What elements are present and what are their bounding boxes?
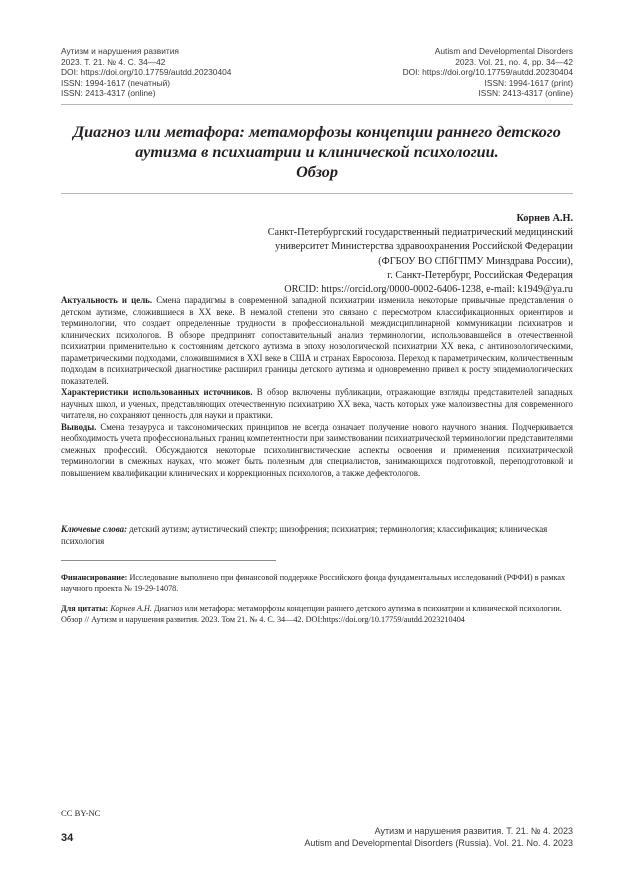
citation-label: Для цитаты: xyxy=(61,604,109,613)
keywords-label: Ключевые слова: xyxy=(61,524,128,534)
relevance-label: Актуальность и цель. xyxy=(61,295,153,305)
license-label: CC BY-NC xyxy=(61,808,101,818)
doi-en: DOI: https://doi.org/10.17759/autdd.20230404 xyxy=(402,67,573,78)
abstract-conclusions xyxy=(61,422,573,480)
title-line-3: Обзор xyxy=(296,163,338,181)
affiliation-line: Санкт-Петербургский государственный педиатрический медицинский xyxy=(267,227,573,239)
affiliation-line: г. Санкт-Петербург, Российская Федерация xyxy=(387,269,573,281)
funding-note xyxy=(61,573,573,594)
article-title xyxy=(61,122,573,182)
keywords-text: детский аутизм; аутистический спектр; шизофрения; психиатрия; терминология; классификация; клиническая психология xyxy=(61,524,548,546)
sources-label: Характеристики использованных источников. xyxy=(61,387,253,397)
journal-header-russian xyxy=(61,46,231,99)
issn-print-ru: ISSN: 1994-1617 (печатный) xyxy=(61,77,171,88)
citation-author: Корнев А.Н. xyxy=(110,604,152,613)
footer-line-en: Autism and Developmental Disorders (Russia). Vol. 21. No. 4. 2023 xyxy=(304,837,573,848)
page-number: 34 xyxy=(61,832,74,844)
sources-text: В обзор включены публикации, отражающие взгляды представителей западных научных школ, и ученых, представляющих отечественную психиатрию ХХ века, часть которых уже малоизвестны для современного читателя, но сохраняют ценность для науки и практики. xyxy=(61,387,573,420)
author-block xyxy=(268,212,573,297)
journal-name-en: Autism and Developmental Disorders xyxy=(434,46,573,56)
citation-text: Диагноз или метафора: метаморфозы концепции раннего детского аутизма в психиатрии и клинической психологии. Обзор // Аутизм и нарушения развития. 2023. Том 21. № 4. С. 34—42. DOI:https://doi.org/10.17759/autdd.2023210404 xyxy=(61,604,562,624)
conclusions-text: Смена тезауруса и таксономических принципов не всегда означает получение нового научного знания. Подчеркивается необходимость учета профессиональных границ компетентности при заимствовании психиатрической терминологии представителями смежных профессий. Обсуждаются некоторые психолингвистические аспекты освоения и применения психиатрической терминологии в смежных науках, что может быть полезным для специалистов, занимающихся подготовкой, переподготовкой и повышением квалификации клинических и коррекционных психологов, а также дефектологов. xyxy=(61,421,573,478)
issn-print-en: ISSN: 1994-1617 (print) xyxy=(484,77,573,88)
journal-name-ru: Аутизм и нарушения развития xyxy=(61,46,179,56)
abstract-sources xyxy=(61,387,573,422)
funding-text: Исследование выполнено при финансовой поддержке Российского фонда фундаментальных исследований (РФФИ) в рамках научного проекта № 19-29-14078. xyxy=(61,573,566,593)
funding-label: Финансирование: xyxy=(61,573,128,582)
doi-ru: DOI: https://doi.org/10.17759/autdd.20230404 xyxy=(61,67,232,78)
issue-info-ru: 2023. Т. 21. № 4. С. 34—42 xyxy=(61,56,166,67)
citation-note xyxy=(61,604,573,625)
journal-footer xyxy=(304,826,573,849)
author-orcid-email: ORCID: https://orcid.org/0000-0002-6406-1238, e-mail: k1949@ya.ru xyxy=(284,284,573,296)
journal-header-english xyxy=(403,46,573,99)
author-name: Корнев А.Н. xyxy=(516,213,573,224)
issn-online-ru: ISSN: 2413-4317 (online) xyxy=(61,88,156,99)
title-line-1: Диагноз или метафора: метаморфозы концепции раннего детского xyxy=(73,123,561,141)
issue-info-en: 2023. Vol. 21, no. 4, pp. 34—42 xyxy=(455,56,573,67)
header-divider xyxy=(61,104,573,105)
issn-online-en: ISSN: 2413-4317 (online) xyxy=(478,88,573,99)
keywords xyxy=(61,524,573,547)
affiliation-line: (ФГБОУ ВО СПбГПМУ Минздрава России), xyxy=(378,255,573,267)
abstract xyxy=(61,295,573,479)
footnote-divider xyxy=(61,560,276,561)
footer-line-ru: Аутизм и нарушения развития. Т. 21. № 4. 2023 xyxy=(374,826,573,836)
relevance-text: Смена парадигмы в современной западной психиатрии изменила некоторые привычные представления о детском аутизме, сложившиеся в ХХ веке. В немалой степени это связано с пересмотром классификационных ориентиров и терминологии, что создает определенные трудности в профессиональной междисциплинарной коммуникации психиатров и клинических психологов. В обзоре предпринят сопоставительный анализ терминологии, использовавшейся в отечественной психиатрии применительно к состояниям детского аутизма в эпоху нозологической психиатрии ХХ века, с антинозологическими, параметрическими подходами, сложившимися в XXI веке в США и странах Евросоюза. Переход к параметрическим, количественным подходам в психиатрической диагностике расширил границы детского аутизма и одновременно привел к росту эпидемиологических показателей. xyxy=(61,295,573,386)
affiliation-line: университет Министерства здравоохранения Российской Федерации xyxy=(274,241,573,253)
title-line-2: аутизма в психиатрии и клинической психологии. xyxy=(135,143,499,161)
conclusions-label: Выводы. xyxy=(61,421,97,432)
title-divider xyxy=(61,193,573,194)
abstract-relevance xyxy=(61,295,573,387)
